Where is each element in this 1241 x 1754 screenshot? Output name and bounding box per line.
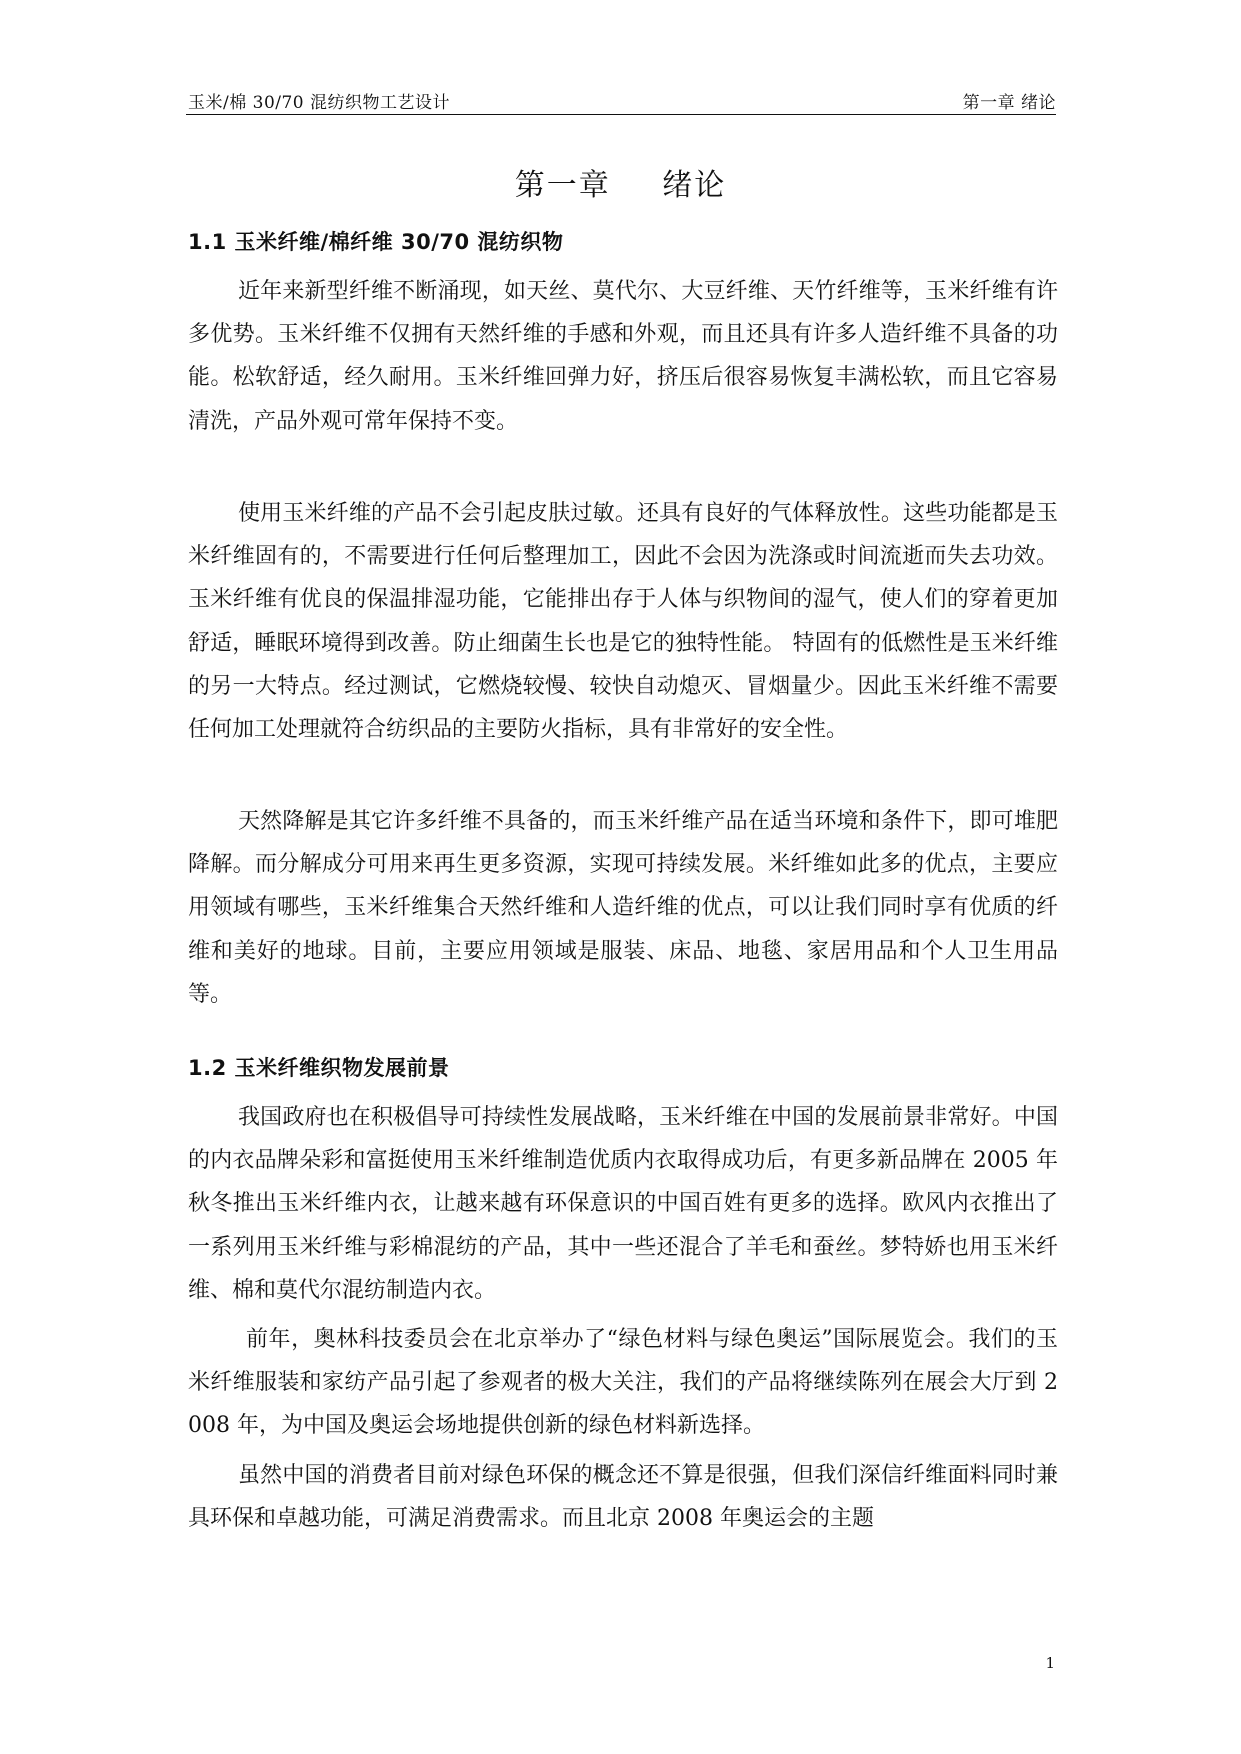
header-document-title: 玉米/棉 30/70 混纺织物工艺设计 xyxy=(188,93,451,113)
paragraph: 前年，奥林科技委员会在北京举办了“绿色材料与绿色奥运”国际展览会。我们的玉米纤维服装和家纺产品引起了参观者的极大关注，我们的产品将继续陈列在展会大厅到 2008 年，为中国及奥运会场地提供创新的绿色材料新选择。 xyxy=(188,1327,1058,1439)
paragraph: 我国政府也在积极倡导可持续性发展战略，玉米纤维在中国的发展前景非常好。中国的内衣品牌朵彩和富挺使用玉米纤维制造优质内衣取得成功后，有更多新品牌在 2005 年秋冬推出玉米纤维内衣，让越来越有环保意识的中国百姓有更多的选择。欧风内衣推出了一系列用玉米纤维与彩棉混纺的产品，其中一些还混合了羊毛和蚕丝。梦特娇也用玉米纤维、棉和莫代尔混纺制造内衣。 xyxy=(188,1105,1058,1303)
page-header xyxy=(186,84,1056,115)
header-chapter-label: 第一章 绪论 xyxy=(962,93,1056,113)
paragraph: 近年来新型纤维不断涌现，如天丝、莫代尔、大豆纤维、天竹纤维等，玉米纤维有许多优势。玉米纤维不仅拥有天然纤维的手感和外观，而且还具有许多人造纤维不具备的功能。松软舒适，经久耐用。玉米纤维回弹力好，挤压后很容易恢复丰满松软，而且它容易清洗，产品外观可常年保持不变。 xyxy=(188,279,1058,434)
chapter-title: 第一章 绪论 xyxy=(514,168,727,203)
section-heading-1-2: 1.2 玉米纤维织物发展前景 xyxy=(188,1056,450,1080)
paragraph: 使用玉米纤维的产品不会引起皮肤过敏。还具有良好的气体释放性。这些功能都是玉米纤维固有的，不需要进行任何后整理加工，因此不会因为洗涤或时间流逝而失去功效。玉米纤维有优良的保温排湿功能，它能排出存于人体与织物间的湿气，使人们的穿着更加舒适，睡眠环境得到改善。防止细菌生长也是它的独特性能。 特固有的低燃性是玉米纤维的另一大特点。经过测试，它燃烧较慢、较快自动熄灭、冒烟量少。因此玉米纤维不需要任何加工处理就符合纺织品的主要防火指标，具有非常好的安全性。 xyxy=(188,501,1058,743)
page-number: 1 xyxy=(1045,1654,1055,1672)
paragraph: 天然降解是其它许多纤维不具备的，而玉米纤维产品在适当环境和条件下，即可堆肥降解。而分解成分可用来再生更多资源，实现可持续发展。米纤维如此多的优点，主要应用领域有哪些，玉米纤维集合天然纤维和人造纤维的优点，可以让我们同时享有优质的纤维和美好的地球。目前，主要应用领域是服装、床品、地毯、家居用品和个人卫生用品等。 xyxy=(188,809,1058,1007)
section-heading-1-1: 1.1 玉米纤维/棉纤维 30/70 混纺织物 xyxy=(188,230,564,254)
paragraph: 虽然中国的消费者目前对绿色环保的概念还不算是很强，但我们深信纤维面料同时兼具环保和卓越功能，可满足消费需求。而且北京 2008 年奥运会的主题 xyxy=(188,1463,1058,1532)
